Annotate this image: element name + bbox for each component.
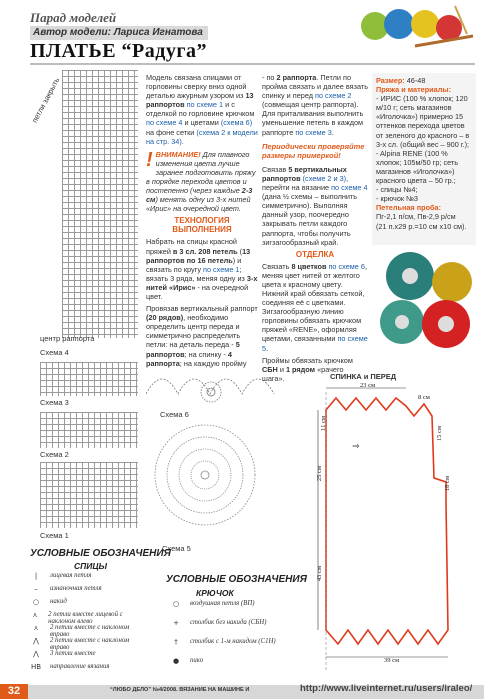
legend-knitting-list xyxy=(30,572,150,676)
materials-sidebar xyxy=(372,73,476,245)
legend-crochet-label: пико xyxy=(190,657,204,664)
header-divider xyxy=(30,63,475,65)
legend-knitting-label: 2 петли вместе с наклоном вправо xyxy=(49,624,130,638)
col2-paragraph-3: Связать 8 цветков по схеме 6, меняя цвет нитей от желтого цвета к красному цвету. Нижний край обвязать сеткой, соединяя её с цветками. Зигзагообразную линию горловины обвязать крючком пряжей «RENE», оформляя цветами, связанными по схеме 5. xyxy=(262,261,368,353)
legend-knitting-symbol: НВ xyxy=(30,663,42,671)
direction-arrow: ⇒ xyxy=(352,442,360,452)
measure-25cm: 25 см xyxy=(316,465,324,482)
legend-knitting-label: 2 петли вместе лицевой с наклоном влево xyxy=(48,611,123,625)
knitting-chart-schema2 xyxy=(40,412,138,448)
legend-knitting-symbol: ⋀ xyxy=(33,650,39,658)
tech-heading: ТЕХНОЛОГИЯ ВЫПОЛНЕНИЯ xyxy=(172,216,232,235)
legend-knitting-label: 2 петли вместе с наклоном вправо xyxy=(49,637,130,651)
legend-knitting-label: накид xyxy=(50,598,67,605)
measure-8cm: 8 см xyxy=(418,394,430,401)
label-schema5: Схема 5 xyxy=(162,544,191,553)
legend-knitting-symbol: ○ xyxy=(32,598,40,606)
tech-paragraph-2: Провязав вертикальный раппорт (20 рядов), необходимо определить центр переда и симметрично распределить петли: на деталь переда - 5 раппортов; на спинку - 4 раппорта; на каждую пройму xyxy=(146,304,258,368)
yarn-item-1: - ИРИС (100 % хлопок; 120 м/10 г; сеть магазинов «Иголочка») примерно 15 оттенков перехода цветов от зеленого до красного – в 3-х сл. (общий вес – 900 г.); xyxy=(376,94,470,149)
pattern-title: СПИНКА и ПЕРЕД xyxy=(330,372,397,381)
legend-crochet-label: столбик без накида (СБН) xyxy=(190,619,267,626)
legend-crochet-label: столбик с 1-м накидом (С1Н) xyxy=(190,638,276,645)
crochet-schema-6 xyxy=(146,364,276,414)
legend-crochet-item xyxy=(170,619,310,638)
measure-39cm: 39 см xyxy=(384,657,400,664)
legend-knitting-label: 3 петли вместе xyxy=(50,650,96,657)
legend-knitting-subtitle: СПИЦЫ xyxy=(74,561,108,571)
label-schema4: Схема 4 xyxy=(40,348,69,357)
col2-paragraph-4: Проймы обвязать крючком СБН и 1 рядом «рачего шага». xyxy=(262,355,353,383)
label-schema2: Схема 2 xyxy=(40,450,69,459)
legend-knitting-label: изнаночная петля xyxy=(50,585,102,592)
source-url: http://www.liveinternet.ru/users/iraleo/ xyxy=(300,683,473,694)
legend-crochet-symbol: ● xyxy=(172,657,180,665)
legend-knitting-item xyxy=(30,663,150,676)
legend-knitting-item xyxy=(30,624,150,637)
legend-crochet-title: УСЛОВНЫЕ ОБОЗНАЧЕНИЯ xyxy=(166,574,307,585)
legend-knitting-symbol: – xyxy=(34,585,38,593)
col2-paragraph-1: - по 2 раппорта. Петли по пройма связать и далее вязать спинку и перед по схеме 2 (совмещая центр раппорта). Для приталивания выполнить уменьшение петель в каждом раппорте по схеме 3. xyxy=(262,73,369,137)
gauge-line-2: (21 п.x29 р.=10 см x10 см). xyxy=(376,221,467,231)
legend-knitting-item xyxy=(30,650,150,663)
legend-knitting-symbol: ⋏ xyxy=(32,611,38,619)
tech-paragraph-1: Набрать на спицы красной пряжей в 3 сл. 208 петель (13 раппортов по 16 петель) и связать по кругу по схеме 1; вязать 3 ряда, меняя одну из 3-х нитей «Ирис» - на очередной цвет. xyxy=(146,237,258,301)
page-number: 32 xyxy=(0,684,28,699)
yarn-balls-illustration xyxy=(355,4,475,54)
measure-23cm: 23 см xyxy=(360,382,376,389)
knitting-chart-main xyxy=(62,70,138,338)
measure-18cm: 18 см xyxy=(444,475,452,492)
legend-crochet-subtitle: КРЮЧОК xyxy=(196,588,234,598)
yarn-heading: Пряжа и материалы: xyxy=(376,85,452,95)
legend-knitting-label: направление вязания xyxy=(50,663,110,670)
measure-11cm: 11 см xyxy=(319,416,327,431)
legend-knitting-symbol: ⋀ xyxy=(33,637,39,645)
author-bar: Автор модели: Лариса Игнатова xyxy=(30,26,208,40)
legend-crochet-symbol: + xyxy=(173,619,179,627)
legend-crochet-symbol: ○ xyxy=(172,600,180,608)
finishing-heading: ОТДЕЛКА xyxy=(295,249,335,259)
legend-crochet-item xyxy=(170,657,310,676)
legend-knitting-label: лицевая петля xyxy=(50,572,92,579)
legend-crochet-symbol: † xyxy=(174,638,178,646)
gauge-line-1: Пг-2,1 п/см, Пв-2,9 р/см xyxy=(376,212,456,222)
section-title: Парад моделей xyxy=(30,10,117,25)
legend-knitting-item xyxy=(30,572,150,585)
legend-crochet-label: воздушная петля (ВП) xyxy=(190,600,255,607)
legend-knitting-item xyxy=(30,585,150,598)
legend-knitting-item xyxy=(30,611,150,624)
warning-paragraph: ! ВНИМАНИЕ! Для плавного изменения цвета лучше заранее подготовить пряжу в порядке перехода цветов и постепенно (через каждые 2-3 см) менять одну из 3-х нитей «Ирис» на очередной цвет. xyxy=(146,148,256,214)
legend-crochet-list xyxy=(170,600,310,676)
knitting-chart-schema1 xyxy=(40,462,138,528)
legend-knitting-title: УСЛОВНЫЕ ОБОЗНАЧЕНИЯ xyxy=(30,548,171,559)
label-schema6: Схема 6 xyxy=(160,410,189,419)
yarn-item-3: - спицы №4; xyxy=(376,185,418,195)
measure-15cm: 15 см xyxy=(436,425,444,442)
legend-knitting-item xyxy=(30,637,150,650)
legend-knitting-item xyxy=(30,598,150,611)
legend-crochet-item xyxy=(170,600,310,619)
page-title: ПЛАТЬЕ “Радуга” xyxy=(30,40,207,62)
warning-mark: ! xyxy=(146,148,153,171)
footer-text: “ЛЮБО ДЕЛО” №4/2008. ВЯЗАНИЕ НА МАШИНЕ И xyxy=(110,687,250,693)
yarn-spools-photo xyxy=(372,246,476,350)
legend-knitting-symbol: ⋏ xyxy=(33,624,39,632)
fitting-note: Периодически проверяйте размеры примеркой! xyxy=(262,141,365,160)
legend-crochet-item xyxy=(170,638,310,657)
label-center: центр раппорта xyxy=(40,334,95,343)
gauge-heading: Петельная проба: xyxy=(376,203,442,213)
yarn-item-2: - Alpina RENE (100 % хлопок; 105м/50 гр; сеть магазинов «Иголочка») красного цвета – 50 гр.; xyxy=(376,148,459,186)
label-schema1: Схема 1 xyxy=(40,531,69,540)
label-close-loops: петли закрыть xyxy=(30,76,62,125)
crochet-schema-5 xyxy=(150,420,260,530)
legend-knitting-symbol: | xyxy=(34,572,38,580)
text-column-2 xyxy=(262,73,368,383)
knitting-chart-schema3 xyxy=(40,362,138,396)
col2-paragraph-2: Связав 5 вертикальных раппортов (схеме 2 и 3), перейти на вязание по схеме 4 (дана ½ схемы – выполнить симметрично). Выполняя данный узор, поочередно закрывать петли каждого раппорта, чтобы получить зигзагообразный край. xyxy=(262,164,368,247)
size-line: Размер: 46-48 xyxy=(376,76,426,85)
text-column-1 xyxy=(146,73,258,368)
yarn-item-4: - крючок №3 xyxy=(376,194,418,204)
label-schema3: Схема 3 xyxy=(40,398,69,407)
intro-paragraph: Модель связана спицами от горловины сверху вниз одной деталью ажурным узором из 13 раппортов по схеме 1 и с отделкой по горловине крючком по схеме 4 и цветами (схема 6) на фоне сетки (схема 2 к модели на стр. 34). xyxy=(146,73,258,146)
measure-43cm: 43 см xyxy=(316,565,324,582)
